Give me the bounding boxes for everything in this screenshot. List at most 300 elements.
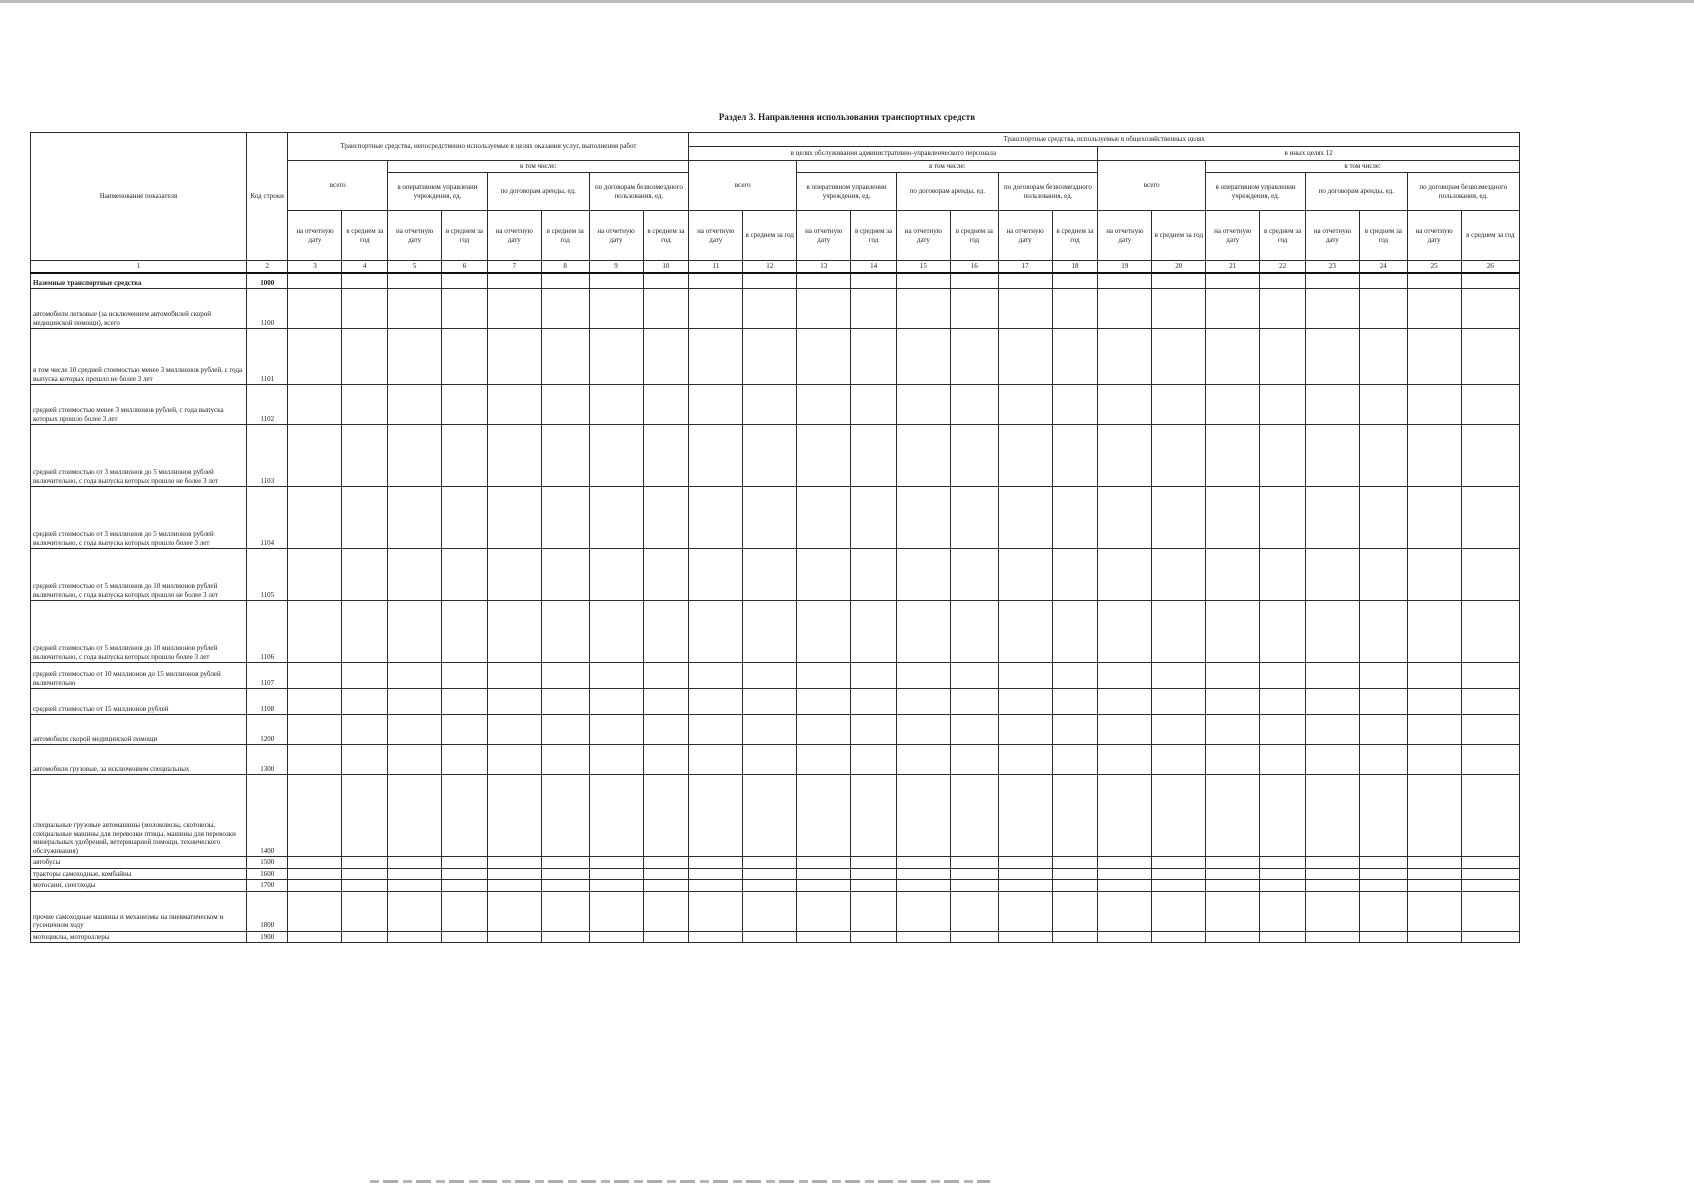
value-cell[interactable] (643, 549, 689, 601)
value-cell[interactable] (342, 273, 388, 289)
value-cell[interactable] (342, 329, 388, 385)
value-cell[interactable] (589, 689, 643, 715)
value-cell[interactable] (1206, 857, 1260, 869)
value-cell[interactable] (797, 931, 851, 943)
value-cell[interactable] (388, 931, 442, 943)
value-cell[interactable] (288, 425, 342, 487)
value-cell[interactable] (487, 487, 541, 549)
value-cell[interactable] (1152, 868, 1206, 880)
value-cell[interactable] (797, 891, 851, 931)
value-cell[interactable] (541, 857, 589, 869)
value-cell[interactable] (689, 715, 743, 745)
value-cell[interactable] (1461, 663, 1519, 689)
value-cell[interactable] (342, 857, 388, 869)
value-cell[interactable] (689, 880, 743, 892)
value-cell[interactable] (541, 385, 589, 425)
value-cell[interactable] (1407, 273, 1461, 289)
value-cell[interactable] (1052, 775, 1098, 857)
value-cell[interactable] (689, 289, 743, 329)
value-cell[interactable] (1461, 289, 1519, 329)
value-cell[interactable] (643, 385, 689, 425)
value-cell[interactable] (442, 663, 488, 689)
value-cell[interactable] (1407, 931, 1461, 943)
value-cell[interactable] (442, 931, 488, 943)
value-cell[interactable] (288, 931, 342, 943)
value-cell[interactable] (589, 425, 643, 487)
value-cell[interactable] (1305, 775, 1359, 857)
value-cell[interactable] (388, 487, 442, 549)
value-cell[interactable] (1098, 289, 1152, 329)
value-cell[interactable] (689, 487, 743, 549)
value-cell[interactable] (797, 385, 851, 425)
value-cell[interactable] (896, 891, 950, 931)
value-cell[interactable] (643, 273, 689, 289)
value-cell[interactable] (896, 880, 950, 892)
value-cell[interactable] (541, 601, 589, 663)
value-cell[interactable] (1098, 425, 1152, 487)
value-cell[interactable] (288, 487, 342, 549)
value-cell[interactable] (998, 775, 1052, 857)
value-cell[interactable] (1206, 289, 1260, 329)
value-cell[interactable] (743, 931, 797, 943)
value-cell[interactable] (743, 689, 797, 715)
value-cell[interactable] (643, 715, 689, 745)
value-cell[interactable] (589, 329, 643, 385)
value-cell[interactable] (1461, 689, 1519, 715)
value-cell[interactable] (541, 868, 589, 880)
value-cell[interactable] (288, 549, 342, 601)
value-cell[interactable] (1152, 601, 1206, 663)
value-cell[interactable] (998, 868, 1052, 880)
value-cell[interactable] (1098, 880, 1152, 892)
value-cell[interactable] (442, 857, 488, 869)
value-cell[interactable] (1461, 775, 1519, 857)
value-cell[interactable] (288, 329, 342, 385)
value-cell[interactable] (950, 857, 998, 869)
value-cell[interactable] (1206, 549, 1260, 601)
value-cell[interactable] (1461, 931, 1519, 943)
value-cell[interactable] (851, 775, 897, 857)
value-cell[interactable] (1206, 487, 1260, 549)
value-cell[interactable] (896, 601, 950, 663)
value-cell[interactable] (797, 715, 851, 745)
value-cell[interactable] (1461, 425, 1519, 487)
value-cell[interactable] (1407, 880, 1461, 892)
value-cell[interactable] (1152, 289, 1206, 329)
value-cell[interactable] (950, 715, 998, 745)
value-cell[interactable] (851, 601, 897, 663)
value-cell[interactable] (589, 663, 643, 689)
value-cell[interactable] (1359, 487, 1407, 549)
value-cell[interactable] (1359, 273, 1407, 289)
value-cell[interactable] (797, 601, 851, 663)
value-cell[interactable] (388, 857, 442, 869)
value-cell[interactable] (1305, 549, 1359, 601)
value-cell[interactable] (998, 715, 1052, 745)
value-cell[interactable] (388, 549, 442, 601)
value-cell[interactable] (1461, 329, 1519, 385)
value-cell[interactable] (896, 487, 950, 549)
value-cell[interactable] (643, 745, 689, 775)
value-cell[interactable] (541, 775, 589, 857)
value-cell[interactable] (1359, 549, 1407, 601)
value-cell[interactable] (487, 745, 541, 775)
value-cell[interactable] (896, 689, 950, 715)
value-cell[interactable] (1407, 689, 1461, 715)
value-cell[interactable] (950, 487, 998, 549)
value-cell[interactable] (643, 487, 689, 549)
value-cell[interactable] (950, 689, 998, 715)
value-cell[interactable] (1098, 601, 1152, 663)
value-cell[interactable] (288, 880, 342, 892)
value-cell[interactable] (643, 931, 689, 943)
value-cell[interactable] (442, 868, 488, 880)
value-cell[interactable] (1461, 880, 1519, 892)
value-cell[interactable] (1407, 745, 1461, 775)
value-cell[interactable] (950, 931, 998, 943)
value-cell[interactable] (797, 273, 851, 289)
value-cell[interactable] (851, 273, 897, 289)
value-cell[interactable] (1461, 273, 1519, 289)
value-cell[interactable] (342, 931, 388, 943)
value-cell[interactable] (1461, 715, 1519, 745)
value-cell[interactable] (1152, 891, 1206, 931)
value-cell[interactable] (589, 857, 643, 869)
value-cell[interactable] (1052, 868, 1098, 880)
value-cell[interactable] (851, 329, 897, 385)
value-cell[interactable] (541, 663, 589, 689)
value-cell[interactable] (950, 425, 998, 487)
value-cell[interactable] (1305, 745, 1359, 775)
value-cell[interactable] (388, 601, 442, 663)
value-cell[interactable] (1052, 549, 1098, 601)
value-cell[interactable] (342, 868, 388, 880)
value-cell[interactable] (950, 745, 998, 775)
value-cell[interactable] (442, 891, 488, 931)
value-cell[interactable] (589, 549, 643, 601)
value-cell[interactable] (1206, 385, 1260, 425)
value-cell[interactable] (1305, 329, 1359, 385)
value-cell[interactable] (1052, 857, 1098, 869)
value-cell[interactable] (487, 857, 541, 869)
value-cell[interactable] (998, 931, 1052, 943)
value-cell[interactable] (589, 931, 643, 943)
value-cell[interactable] (797, 689, 851, 715)
value-cell[interactable] (743, 775, 797, 857)
value-cell[interactable] (541, 880, 589, 892)
value-cell[interactable] (689, 931, 743, 943)
value-cell[interactable] (950, 289, 998, 329)
value-cell[interactable] (743, 425, 797, 487)
value-cell[interactable] (1359, 880, 1407, 892)
value-cell[interactable] (743, 329, 797, 385)
value-cell[interactable] (1206, 273, 1260, 289)
value-cell[interactable] (342, 745, 388, 775)
value-cell[interactable] (1407, 868, 1461, 880)
value-cell[interactable] (851, 487, 897, 549)
value-cell[interactable] (1098, 745, 1152, 775)
value-cell[interactable] (743, 385, 797, 425)
value-cell[interactable] (442, 880, 488, 892)
value-cell[interactable] (1152, 931, 1206, 943)
value-cell[interactable] (589, 715, 643, 745)
value-cell[interactable] (1098, 663, 1152, 689)
value-cell[interactable] (797, 289, 851, 329)
value-cell[interactable] (797, 663, 851, 689)
value-cell[interactable] (998, 857, 1052, 869)
value-cell[interactable] (1098, 857, 1152, 869)
value-cell[interactable] (896, 745, 950, 775)
value-cell[interactable] (643, 663, 689, 689)
value-cell[interactable] (998, 385, 1052, 425)
value-cell[interactable] (342, 385, 388, 425)
value-cell[interactable] (442, 329, 488, 385)
value-cell[interactable] (288, 775, 342, 857)
value-cell[interactable] (1305, 931, 1359, 943)
value-cell[interactable] (442, 385, 488, 425)
value-cell[interactable] (1052, 689, 1098, 715)
value-cell[interactable] (1305, 289, 1359, 329)
value-cell[interactable] (1407, 549, 1461, 601)
value-cell[interactable] (1052, 487, 1098, 549)
value-cell[interactable] (1359, 868, 1407, 880)
value-cell[interactable] (689, 663, 743, 689)
value-cell[interactable] (1152, 775, 1206, 857)
value-cell[interactable] (1359, 329, 1407, 385)
value-cell[interactable] (388, 745, 442, 775)
value-cell[interactable] (589, 868, 643, 880)
value-cell[interactable] (288, 385, 342, 425)
value-cell[interactable] (1305, 868, 1359, 880)
value-cell[interactable] (342, 487, 388, 549)
value-cell[interactable] (1098, 273, 1152, 289)
value-cell[interactable] (1359, 745, 1407, 775)
value-cell[interactable] (487, 868, 541, 880)
value-cell[interactable] (288, 891, 342, 931)
value-cell[interactable] (689, 745, 743, 775)
value-cell[interactable] (1461, 385, 1519, 425)
value-cell[interactable] (689, 775, 743, 857)
value-cell[interactable] (1407, 289, 1461, 329)
value-cell[interactable] (1152, 425, 1206, 487)
value-cell[interactable] (1407, 715, 1461, 745)
value-cell[interactable] (388, 775, 442, 857)
value-cell[interactable] (998, 273, 1052, 289)
value-cell[interactable] (1407, 775, 1461, 857)
value-cell[interactable] (1260, 745, 1306, 775)
value-cell[interactable] (1260, 549, 1306, 601)
value-cell[interactable] (743, 880, 797, 892)
value-cell[interactable] (950, 891, 998, 931)
value-cell[interactable] (896, 329, 950, 385)
value-cell[interactable] (541, 425, 589, 487)
value-cell[interactable] (689, 857, 743, 869)
value-cell[interactable] (1098, 385, 1152, 425)
value-cell[interactable] (643, 329, 689, 385)
value-cell[interactable] (896, 857, 950, 869)
value-cell[interactable] (589, 289, 643, 329)
value-cell[interactable] (1098, 689, 1152, 715)
value-cell[interactable] (1152, 549, 1206, 601)
value-cell[interactable] (1305, 689, 1359, 715)
value-cell[interactable] (288, 715, 342, 745)
value-cell[interactable] (643, 689, 689, 715)
value-cell[interactable] (851, 385, 897, 425)
value-cell[interactable] (1260, 425, 1306, 487)
value-cell[interactable] (288, 289, 342, 329)
value-cell[interactable] (1461, 745, 1519, 775)
value-cell[interactable] (1098, 775, 1152, 857)
value-cell[interactable] (1098, 891, 1152, 931)
value-cell[interactable] (643, 601, 689, 663)
value-cell[interactable] (1260, 289, 1306, 329)
value-cell[interactable] (388, 880, 442, 892)
value-cell[interactable] (689, 329, 743, 385)
value-cell[interactable] (1152, 689, 1206, 715)
value-cell[interactable] (643, 868, 689, 880)
value-cell[interactable] (487, 891, 541, 931)
value-cell[interactable] (589, 273, 643, 289)
value-cell[interactable] (1407, 385, 1461, 425)
value-cell[interactable] (487, 549, 541, 601)
value-cell[interactable] (643, 289, 689, 329)
value-cell[interactable] (1152, 385, 1206, 425)
value-cell[interactable] (950, 868, 998, 880)
value-cell[interactable] (689, 601, 743, 663)
value-cell[interactable] (1206, 689, 1260, 715)
value-cell[interactable] (541, 891, 589, 931)
value-cell[interactable] (743, 891, 797, 931)
value-cell[interactable] (689, 689, 743, 715)
value-cell[interactable] (1206, 663, 1260, 689)
value-cell[interactable] (1359, 931, 1407, 943)
value-cell[interactable] (743, 487, 797, 549)
value-cell[interactable] (1206, 601, 1260, 663)
value-cell[interactable] (1052, 601, 1098, 663)
value-cell[interactable] (896, 289, 950, 329)
value-cell[interactable] (388, 273, 442, 289)
value-cell[interactable] (797, 745, 851, 775)
value-cell[interactable] (1305, 425, 1359, 487)
value-cell[interactable] (950, 663, 998, 689)
value-cell[interactable] (288, 663, 342, 689)
value-cell[interactable] (643, 880, 689, 892)
value-cell[interactable] (998, 689, 1052, 715)
value-cell[interactable] (1305, 601, 1359, 663)
value-cell[interactable] (896, 775, 950, 857)
value-cell[interactable] (1260, 329, 1306, 385)
value-cell[interactable] (1359, 891, 1407, 931)
value-cell[interactable] (797, 549, 851, 601)
value-cell[interactable] (851, 425, 897, 487)
value-cell[interactable] (342, 775, 388, 857)
value-cell[interactable] (896, 549, 950, 601)
value-cell[interactable] (288, 745, 342, 775)
value-cell[interactable] (589, 601, 643, 663)
value-cell[interactable] (1152, 487, 1206, 549)
value-cell[interactable] (1206, 891, 1260, 931)
value-cell[interactable] (487, 880, 541, 892)
value-cell[interactable] (1305, 487, 1359, 549)
value-cell[interactable] (1052, 715, 1098, 745)
value-cell[interactable] (1260, 868, 1306, 880)
value-cell[interactable] (589, 775, 643, 857)
value-cell[interactable] (950, 775, 998, 857)
value-cell[interactable] (342, 880, 388, 892)
value-cell[interactable] (998, 880, 1052, 892)
value-cell[interactable] (743, 289, 797, 329)
value-cell[interactable] (288, 601, 342, 663)
value-cell[interactable] (896, 663, 950, 689)
value-cell[interactable] (1359, 601, 1407, 663)
value-cell[interactable] (851, 931, 897, 943)
value-cell[interactable] (950, 329, 998, 385)
value-cell[interactable] (342, 425, 388, 487)
value-cell[interactable] (851, 289, 897, 329)
value-cell[interactable] (1461, 891, 1519, 931)
value-cell[interactable] (851, 868, 897, 880)
value-cell[interactable] (643, 425, 689, 487)
value-cell[interactable] (1052, 663, 1098, 689)
value-cell[interactable] (541, 273, 589, 289)
value-cell[interactable] (1260, 857, 1306, 869)
value-cell[interactable] (743, 663, 797, 689)
value-cell[interactable] (487, 289, 541, 329)
value-cell[interactable] (442, 425, 488, 487)
value-cell[interactable] (487, 775, 541, 857)
value-cell[interactable] (1098, 549, 1152, 601)
value-cell[interactable] (743, 868, 797, 880)
value-cell[interactable] (1152, 273, 1206, 289)
value-cell[interactable] (1260, 715, 1306, 745)
value-cell[interactable] (1260, 385, 1306, 425)
value-cell[interactable] (589, 385, 643, 425)
value-cell[interactable] (1152, 663, 1206, 689)
value-cell[interactable] (797, 880, 851, 892)
value-cell[interactable] (342, 891, 388, 931)
value-cell[interactable] (643, 775, 689, 857)
value-cell[interactable] (342, 549, 388, 601)
value-cell[interactable] (1052, 425, 1098, 487)
value-cell[interactable] (950, 880, 998, 892)
value-cell[interactable] (743, 715, 797, 745)
value-cell[interactable] (643, 857, 689, 869)
value-cell[interactable] (950, 601, 998, 663)
value-cell[interactable] (1206, 931, 1260, 943)
value-cell[interactable] (1260, 601, 1306, 663)
value-cell[interactable] (896, 385, 950, 425)
value-cell[interactable] (541, 931, 589, 943)
value-cell[interactable] (442, 745, 488, 775)
value-cell[interactable] (1206, 868, 1260, 880)
value-cell[interactable] (1461, 487, 1519, 549)
value-cell[interactable] (743, 549, 797, 601)
value-cell[interactable] (896, 273, 950, 289)
value-cell[interactable] (998, 601, 1052, 663)
value-cell[interactable] (851, 857, 897, 869)
value-cell[interactable] (342, 601, 388, 663)
value-cell[interactable] (1152, 880, 1206, 892)
value-cell[interactable] (388, 891, 442, 931)
value-cell[interactable] (743, 857, 797, 869)
value-cell[interactable] (541, 289, 589, 329)
value-cell[interactable] (1260, 891, 1306, 931)
value-cell[interactable] (1407, 329, 1461, 385)
value-cell[interactable] (1305, 385, 1359, 425)
value-cell[interactable] (1461, 549, 1519, 601)
value-cell[interactable] (1461, 601, 1519, 663)
value-cell[interactable] (589, 745, 643, 775)
